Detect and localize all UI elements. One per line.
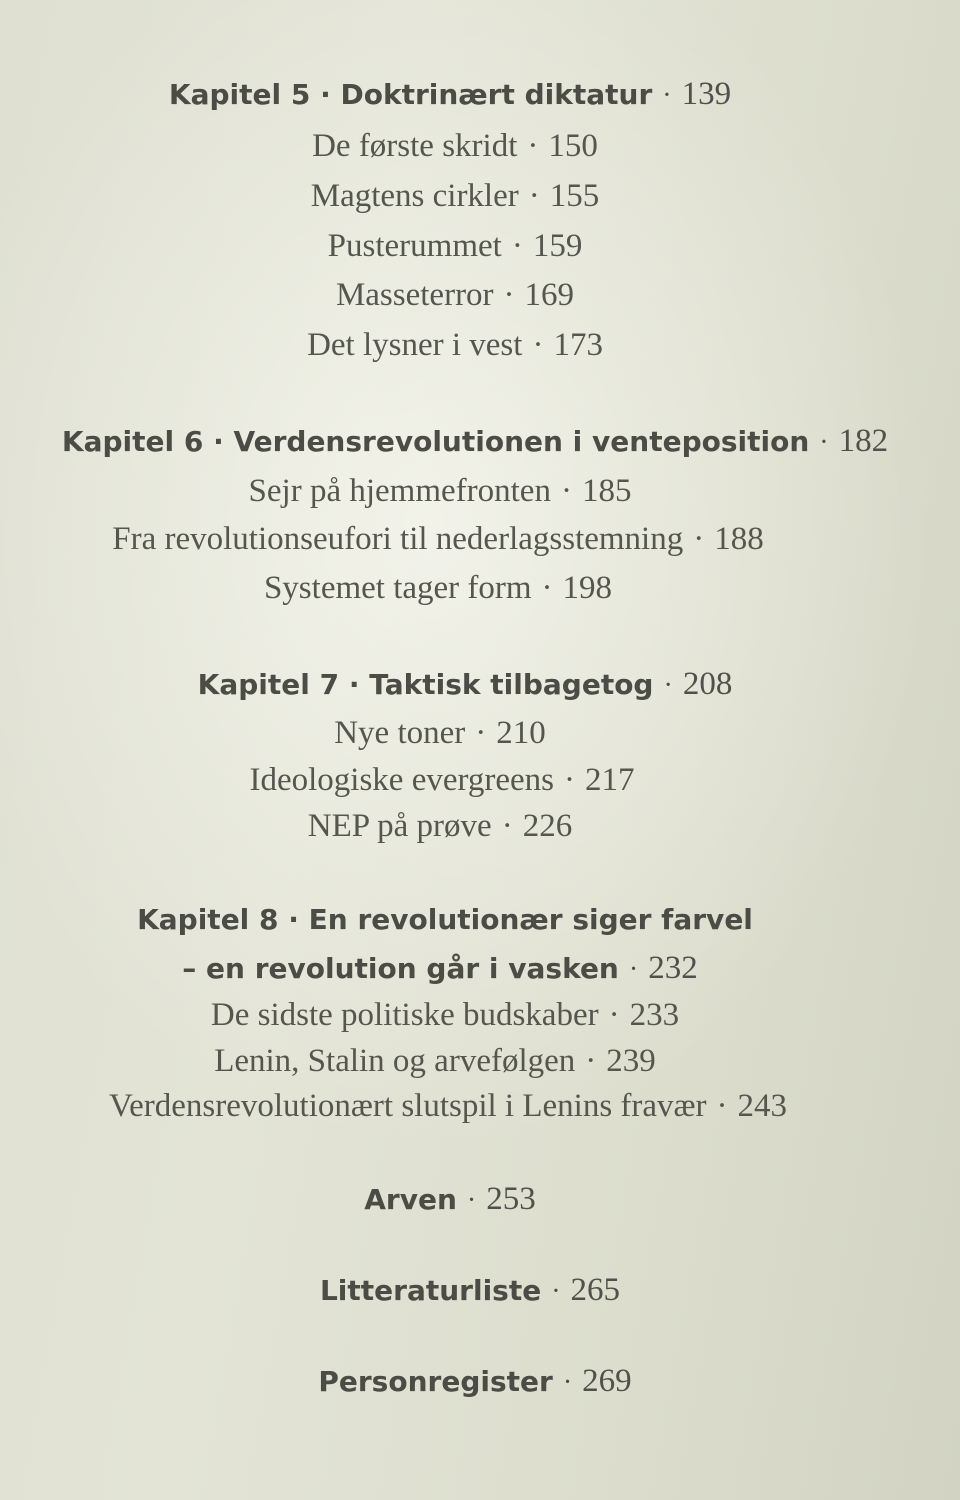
chapter-title: Kapitel 5 · Doktrinært diktatur xyxy=(168,78,653,111)
chapter-title: Kapitel 7 · Taktisk tilbagetog xyxy=(197,668,654,701)
page-number: 182 xyxy=(838,423,889,459)
toc-entry xyxy=(0,808,920,845)
entry-title: Pusterummet xyxy=(327,228,502,264)
toc-entry xyxy=(0,473,920,510)
entry-title: Masseterror xyxy=(335,277,494,313)
entry-title: Systemet tager form xyxy=(263,570,532,606)
page-number: 265 xyxy=(570,1272,621,1308)
separator-dot: · xyxy=(560,473,572,509)
separator-dot: · xyxy=(541,570,553,606)
entry-title: De sidste politiske budskaber xyxy=(210,997,599,1033)
page-number: 208 xyxy=(682,666,733,702)
page-number: 243 xyxy=(737,1088,788,1124)
toc-entry xyxy=(0,277,935,314)
chapter-8-heading-continued xyxy=(0,950,920,987)
separator-dot: · xyxy=(564,762,576,798)
page-number: 253 xyxy=(486,1181,536,1217)
page-number: 233 xyxy=(629,997,680,1033)
page-number: 210 xyxy=(496,715,546,751)
entry-title: Sejr på hjemmefronten xyxy=(248,473,551,509)
section-title: Arven xyxy=(364,1183,457,1216)
separator-dot: · xyxy=(475,715,487,751)
separator-dot: · xyxy=(551,1276,561,1307)
separator-dot: · xyxy=(585,1043,597,1079)
separator-dot: · xyxy=(528,178,540,214)
page-number: 159 xyxy=(532,228,583,264)
toc-entry xyxy=(0,997,925,1034)
separator-dot: · xyxy=(693,521,705,557)
separator-dot: · xyxy=(663,670,673,701)
toc-entry xyxy=(0,1043,915,1080)
separator-dot: · xyxy=(501,808,513,844)
toc-entry xyxy=(0,1088,928,1125)
page-number: 269 xyxy=(582,1363,632,1399)
chapter-title: Kapitel 8 · En revolutionær siger farvel xyxy=(137,903,753,936)
page-number: 226 xyxy=(522,808,573,844)
toc-entry xyxy=(0,570,918,607)
separator-dot: · xyxy=(662,80,672,111)
separator-dot: · xyxy=(608,997,620,1033)
page-number: 169 xyxy=(524,277,575,313)
page-number: 232 xyxy=(648,950,698,986)
separator-dot: · xyxy=(527,128,539,164)
page-number: 150 xyxy=(548,128,598,164)
page-number: 239 xyxy=(606,1043,656,1079)
page-number: 173 xyxy=(553,327,603,363)
section-title: Personregister xyxy=(318,1365,553,1398)
entry-title: Lenin, Stalin og arvefølgen xyxy=(214,1043,576,1079)
toc-entry xyxy=(0,327,935,364)
entry-title: Magtens cirkler xyxy=(310,178,519,214)
separator-dot: · xyxy=(532,327,544,363)
chapter-title: Kapitel 6 · Verdensrevolutionen i venteposition xyxy=(61,425,810,458)
separator-dot: · xyxy=(628,954,639,985)
toc-entry xyxy=(0,178,935,215)
entry-title: Det lysner i vest xyxy=(307,327,523,363)
toc-entry xyxy=(0,128,935,165)
entry-title: Fra revolutionseufori til nederlagsstemning xyxy=(112,521,684,557)
page-number: 217 xyxy=(585,762,635,798)
chapter-subtitle: – en revolution går i vasken xyxy=(182,952,619,985)
page-number: 185 xyxy=(581,473,632,509)
toc-entry xyxy=(0,521,918,558)
separator-dot: · xyxy=(503,277,515,313)
toc-entry xyxy=(0,715,920,752)
separator-dot: · xyxy=(819,427,829,458)
chapter-8-heading xyxy=(0,903,925,936)
entry-title: Verdensrevolutionært slutspil i Lenins fravær xyxy=(108,1088,707,1124)
entry-title: De første skridt xyxy=(312,128,518,164)
litteraturliste-heading xyxy=(0,1272,950,1309)
toc-entry xyxy=(0,762,922,799)
separator-dot: · xyxy=(466,1185,477,1216)
entry-title: Ideologiske evergreens xyxy=(249,762,555,798)
chapter-6-heading xyxy=(0,423,955,460)
toc-entry xyxy=(0,228,935,265)
separator-dot: · xyxy=(562,1367,573,1398)
chapter-7-heading xyxy=(0,666,945,703)
page-number: 198 xyxy=(562,570,613,606)
separator-dot: · xyxy=(511,228,523,264)
chapter-5-heading xyxy=(0,76,930,113)
page-number: 188 xyxy=(714,521,764,557)
entry-title: Nye toner xyxy=(334,715,466,751)
entry-title: NEP på prøve xyxy=(307,808,492,844)
page-number: 155 xyxy=(549,178,600,214)
section-title: Litteraturliste xyxy=(319,1274,542,1307)
separator-dot: · xyxy=(716,1088,728,1124)
arven-heading xyxy=(0,1181,930,1218)
personregister-heading xyxy=(0,1363,955,1400)
page-number: 139 xyxy=(681,76,732,112)
